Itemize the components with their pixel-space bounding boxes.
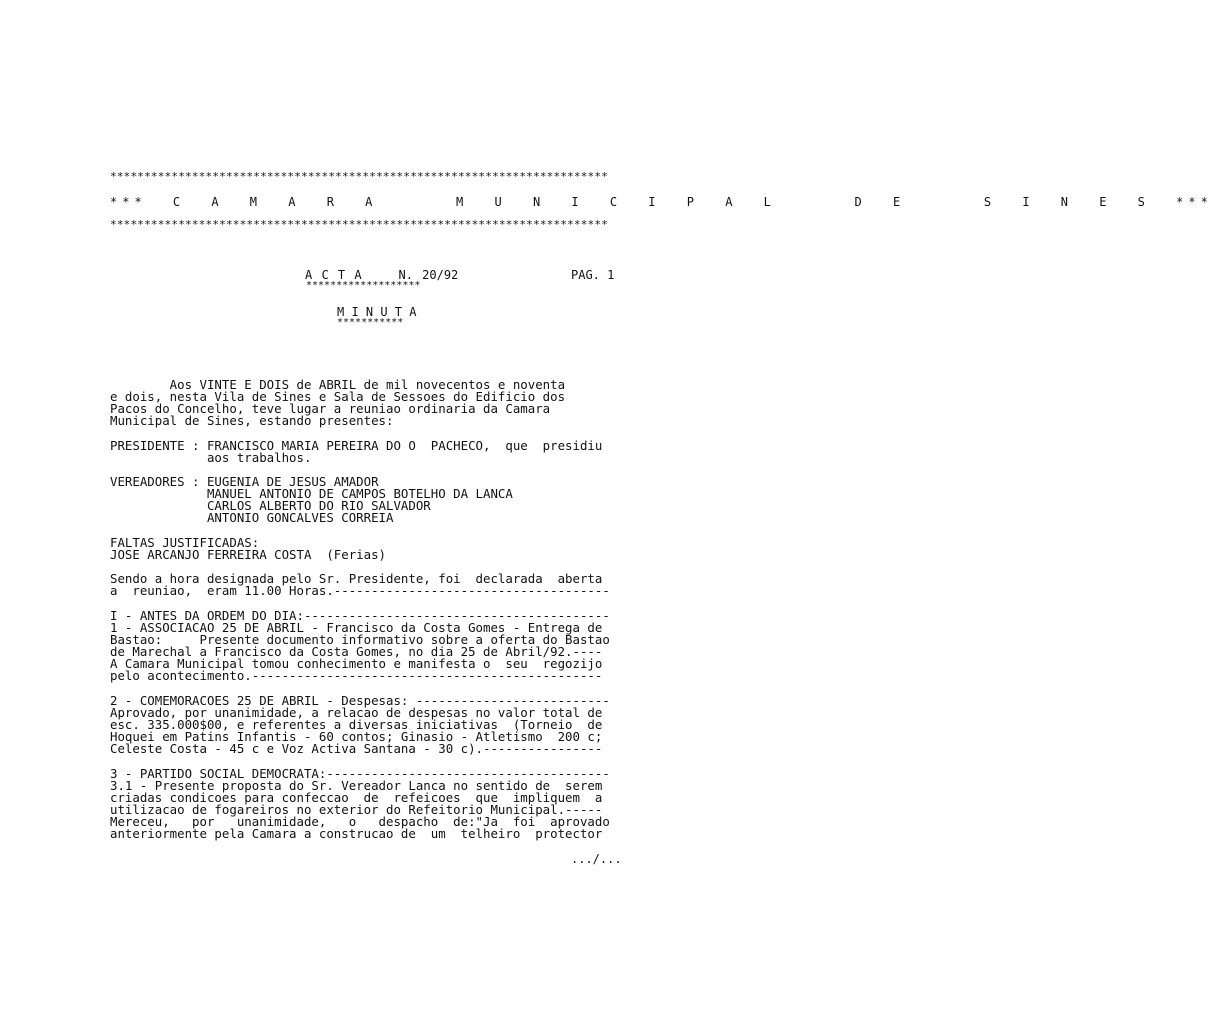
section2-line: 2 - COMEMORACOES 25 DE ABRIL - Despesas: -------------------------- — [110, 693, 610, 708]
vereadores-line: ANTONIO GONCALVES CORREIA — [110, 510, 394, 525]
presidente-line: aos trabalhos. — [110, 450, 312, 465]
section1-line: 1 - ASSOCIACAO 25 DE ABRIL - Francisco da Costa Gomes - Entrega de — [110, 620, 603, 635]
section3-line: Mereceu, por unanimidade, o despacho de:"Ja foi aprovado — [110, 814, 610, 829]
presidente-line: PRESIDENTE : FRANCISCO MARIA PEREIRA DO O PACHECO, que presidiu — [110, 438, 603, 453]
section1-line: Bastao: Presente documento informativo sobre a oferta do Bastao — [110, 632, 610, 647]
abertura-line: Sendo a hora designada pelo Sr. Presidente, foi declarada aberta — [110, 571, 603, 586]
section1-line: A Camara Municipal tomou conhecimento e manifesta o seu regozijo — [110, 656, 603, 671]
document-title: *** C A M A R A M U N I C I P A L D E S I N E S *** — [110, 195, 1213, 209]
faltas-line: FALTAS JUSTIFICADAS: — [110, 535, 260, 550]
page-number: PAG. 1 — [571, 268, 615, 282]
faltas-line: JOSE ARCANJO FERREIRA COSTA (Ferias) — [110, 547, 387, 562]
section3-line: utilizacao de fogareiros no exterior do Refeitorio Municipal.----- — [110, 802, 603, 817]
continuation-marker: .../... — [571, 852, 622, 866]
header-stars-bottom: ************************************************************************* — [110, 218, 609, 231]
section3-line: 3 - PARTIDO SOCIAL DEMOCRATA:-------------------------------------- — [110, 766, 610, 781]
vereadores-line: CARLOS ALBERTO DO RIO SALVADOR — [110, 498, 431, 513]
intro-line: Municipal de Sines, estando presentes: — [110, 413, 394, 428]
minuta-underline: *********** — [337, 317, 404, 328]
minuta-label: M I N U T A — [337, 305, 417, 319]
intro-line: e dois, nesta Vila de Sines e Sala de Sessoes do Edificio dos — [110, 389, 566, 404]
intro-line: Pacos do Concelho, teve lugar a reuniao ordinaria da Camara — [110, 401, 551, 416]
section1-line: pelo acontecimento.----------------------------------------------- — [110, 668, 603, 683]
vereadores-line: VEREADORES : EUGENIA DE JESUS AMADOR — [110, 474, 379, 489]
section3-line: 3.1 - Presente proposta do Sr. Vereador Lanca no sentido de serem — [110, 778, 603, 793]
section3-line: anteriormente pela Camara a construcao de um telheiro protector — [110, 826, 603, 841]
section2-line: Celeste Costa - 45 c e Voz Activa Santana - 30 c).---------------- — [110, 741, 603, 756]
section2-line: esc. 335.000$00, e referentes a diversas iniciativas (Torneio de — [110, 717, 603, 732]
header-stars-top: ************************************************************************* — [110, 170, 609, 183]
section2-line: Hoquei em Patins Infantis - 60 contos; Ginasio - Atletismo 200 c; — [110, 729, 603, 744]
section1-line: de Marechal a Francisco da Costa Gomes, no dia 25 de Abril/92.---- — [110, 644, 603, 659]
acta-underline: ******************* — [306, 280, 421, 291]
acta-number: A C T A N. 20/92 — [305, 268, 459, 282]
intro-line: Aos VINTE E DOIS de ABRIL de mil novecentos e noventa — [110, 377, 566, 392]
vereadores-line: MANUEL ANTONIO DE CAMPOS BOTELHO DA LANCA — [110, 486, 513, 501]
section2-line: Aprovado, por unanimidade, a relacao de despesas no valor total de — [110, 705, 603, 720]
section3-line: criadas condicoes para confeccao de refeicoes que impliquem a — [110, 790, 603, 805]
section1-line: I - ANTES DA ORDEM DO DIA:----------------------------------------- — [110, 608, 610, 623]
abertura-line: a reuniao, eram 11.00 Horas.------------------------------------- — [110, 583, 610, 598]
